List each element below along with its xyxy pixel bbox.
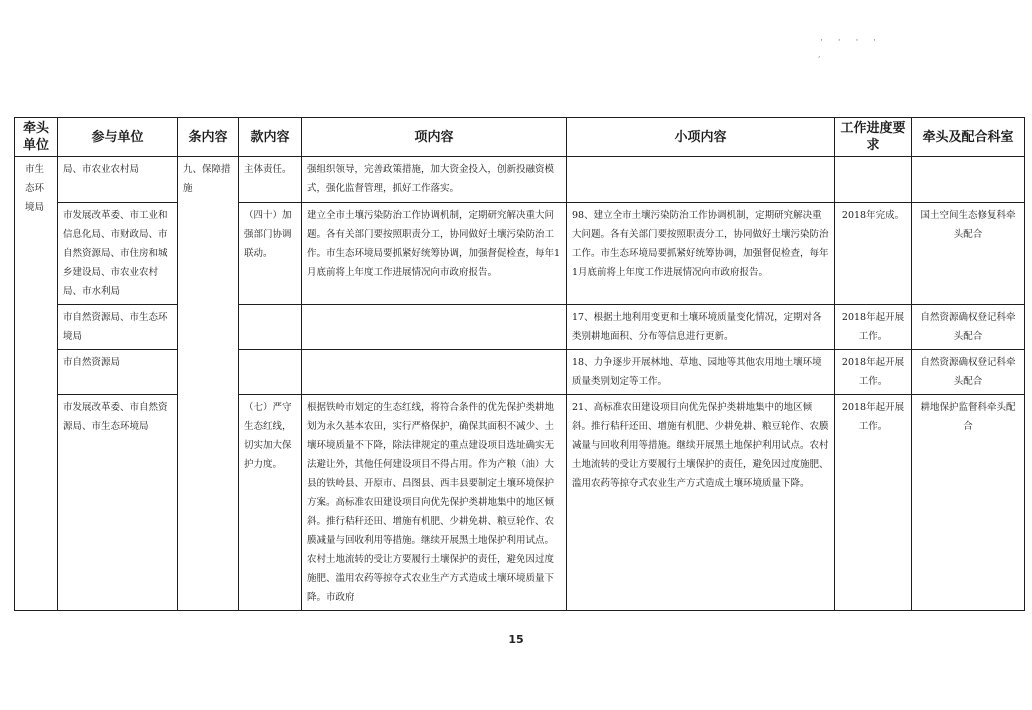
office-cell: 国土空间生态修复科牵头配合	[912, 203, 1025, 305]
subitem-cell	[567, 157, 835, 203]
article-cell: 九、保障措施	[178, 157, 239, 611]
participants-cell: 市发展改革委、市自然资源局、市生态环境局	[58, 395, 178, 611]
participants-cell: 市自然资源局、市生态环境局	[58, 305, 178, 350]
table-row	[15, 305, 1025, 350]
page-number: 15	[508, 633, 524, 646]
item-cell	[302, 305, 567, 350]
header-office: 牵头及配合科室	[912, 118, 1025, 157]
header-item: 项内容	[302, 118, 567, 157]
participants-cell: 市发展改革委、市工业和信息化局、市财政局、市自然资源局、市住房和城乡建设局、市农业农村局、市水利局	[58, 203, 178, 305]
header-subitem: 小项内容	[567, 118, 835, 157]
participants-cell: 市自然资源局	[58, 350, 178, 395]
clause-cell: 主体责任。	[239, 157, 302, 203]
office-cell: 自然资源确权登记科牵头配合	[912, 350, 1025, 395]
progress-cell: 2018年完成。	[835, 203, 912, 305]
subitem-cell: 18、力争逐步开展林地、草地、园地等其他农用地土壤环境质量类别划定等工作。	[567, 350, 835, 395]
table-row	[15, 350, 1025, 395]
header-row	[15, 118, 1025, 157]
table-row	[15, 157, 1025, 203]
subitem-cell: 21、高标准农田建设项目向优先保护类耕地集中的地区倾斜。推行秸秆还田、增施有机肥、少耕免耕、粮豆轮作、农膜减量与回收利用等措施。继续开展黑土地保护利用试点。农村土地流转的受让方要履行土壤保护的责任，避免因过度施肥、滥用农药等掠夺式农业生产方式造成土壤环境质量下降。	[567, 395, 835, 611]
office-cell: 自然资源确权登记科牵头配合	[912, 305, 1025, 350]
table-row	[15, 203, 1025, 305]
header-participants: 参与单位	[58, 118, 178, 157]
progress-cell: 2018年起开展工作。	[835, 395, 912, 611]
header-article: 条内容	[178, 118, 239, 157]
task-table	[14, 117, 1025, 611]
item-cell	[302, 350, 567, 395]
lead-unit-cell	[15, 157, 58, 611]
clause-cell: （四十）加强部门协调联动。	[239, 203, 302, 305]
scan-marks-2: ,	[818, 50, 821, 59]
subitem-cell: 98、建立全市土壤污染防治工作协调机制，定期研究解决重大问题。各有关部门要按照职责分工，协同做好土壤污染防治工作。市生态环境局要抓紧好统筹协调，加强督促检查，每年1月底前将上年度工作进展情况向市政府报告。	[567, 203, 835, 305]
header-clause: 款内容	[239, 118, 302, 157]
progress-cell: 2018年起开展工作。	[835, 305, 912, 350]
item-cell: 建立全市土壤污染防治工作协调机制，定期研究解决重大问题。各有关部门要按照职责分工，协同做好土壤污染防治工作。市生态环境局要抓紧好统筹协调，加强督促检查，每年1月底前将上年度工作进展情况向市政府报告。	[302, 203, 567, 305]
progress-cell	[835, 157, 912, 203]
item-cell: 强组织领导，完善政策措施，加大资金投入，创新投融资模式，强化监督管理，抓好工作落实。	[302, 157, 567, 203]
subitem-cell: 17、根据土地利用变更和土壤环境质量变化情况，定期对各类别耕地面积、分布等信息进行更新。	[567, 305, 835, 350]
header-lead-unit: 牵头单位	[15, 118, 58, 157]
header-progress: 工作进度要求	[835, 118, 912, 157]
table-row	[15, 395, 1025, 611]
clause-cell	[239, 305, 302, 350]
office-cell	[912, 157, 1025, 203]
progress-cell: 2018年起开展工作。	[835, 350, 912, 395]
clause-cell	[239, 350, 302, 395]
office-cell: 耕地保护监督科牵头配合	[912, 395, 1025, 611]
item-cell: 根据铁岭市划定的生态红线，将符合条件的优先保护类耕地划为永久基本农田，实行严格保护，确保其面积不减少、土壤环境质量不下降，除法律规定的重点建设项目选址确实无法避让外，其他任何建设项目不得占用。作为产粮（油）大县的铁岭县、开原市、昌图县、西丰县要制定土壤环境保护方案。高标准农田建设项目向优先保护类耕地集中的地区倾斜。推行秸秆还田、增施有机肥、少耕免耕、粮豆轮作、农膜减量与回收利用等措施。继续开展黑土地保护利用试点。农村土地流转的受让方要履行土壤保护的责任，避免因过度施肥、滥用农药等掠夺式农业生产方式造成土壤环境质量下降。市政府	[302, 395, 567, 611]
participants-cell: 局、市农业农村局	[58, 157, 178, 203]
clause-cell: （七）严守生态红线，切实加大保护力度。	[239, 395, 302, 611]
scan-marks: · · · ·	[820, 36, 883, 46]
lead-unit-text: 市生态环境局	[25, 164, 45, 213]
